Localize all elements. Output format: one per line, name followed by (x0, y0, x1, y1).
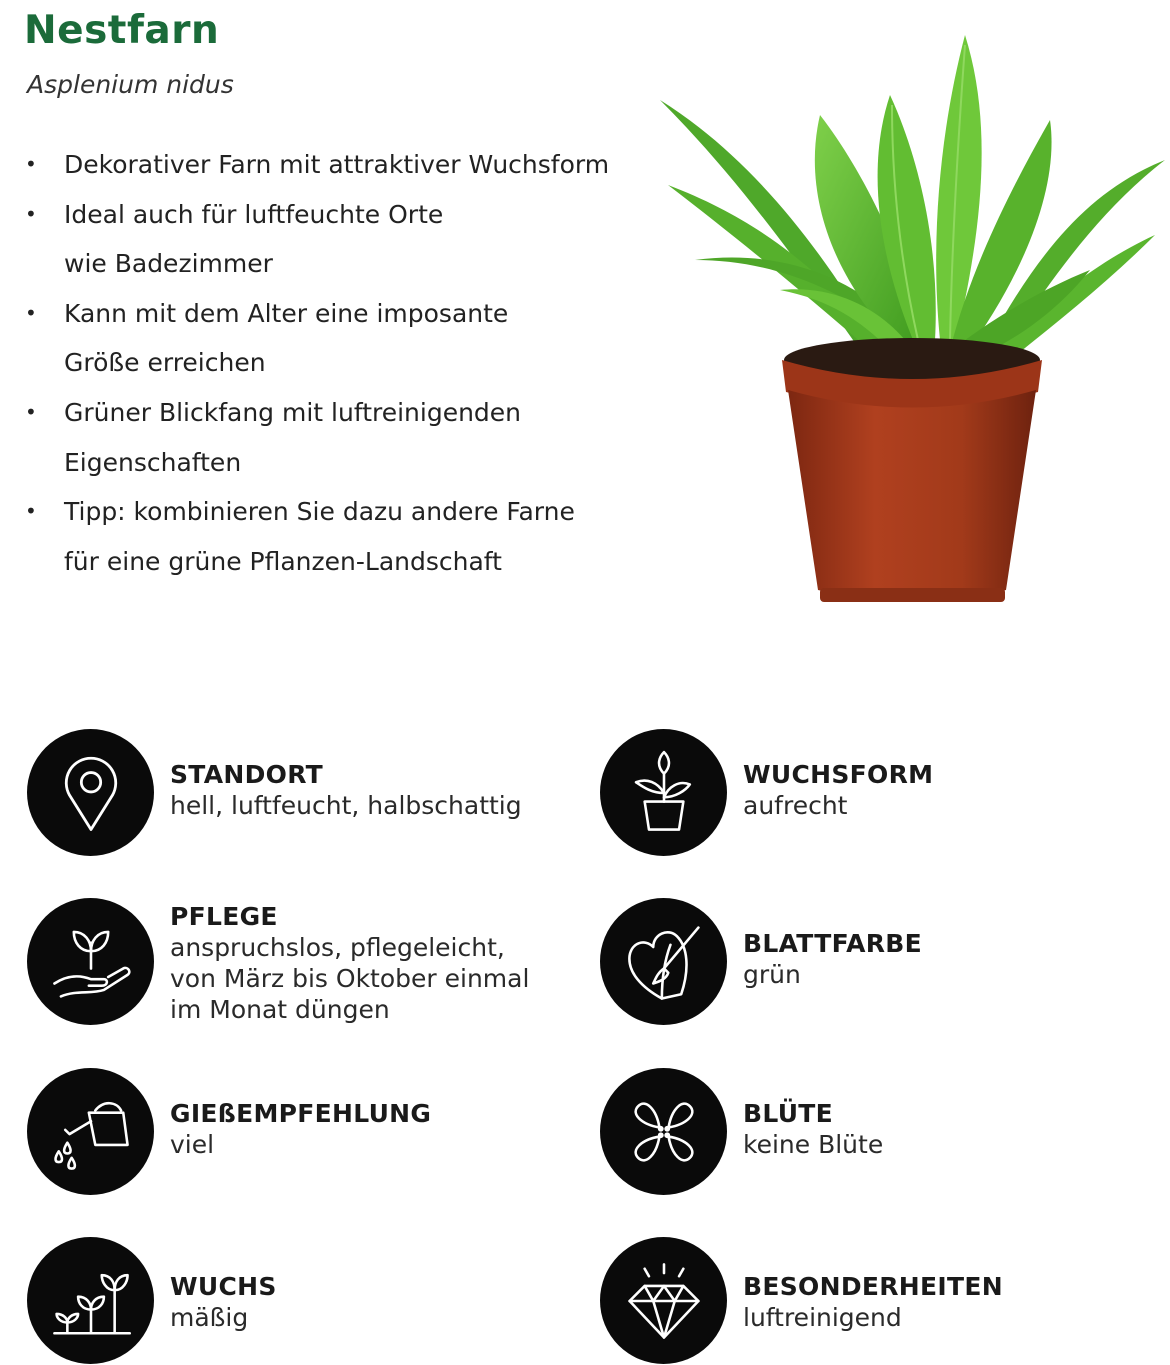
bullet-dot-icon: • (25, 201, 37, 226)
growth-sprouts-icon (27, 1237, 154, 1364)
attribute-label: STANDORT (170, 760, 323, 789)
feature-bullet-line: Dekorativer Farn mit attraktiver Wuchsform (64, 150, 610, 179)
feature-bullet-line: für eine grüne Pflanzen-Landschaft (64, 546, 502, 576)
diamond-icon (600, 1237, 727, 1364)
attribute-label: BESONDERHEITEN (743, 1272, 1003, 1301)
attribute-label: WUCHSFORM (743, 760, 934, 789)
feature-bullet (0, 140, 640, 190)
attribute-label: GIEßEMPFEHLUNG (170, 1099, 432, 1128)
feature-bullet-line: Größe erreichen (64, 348, 266, 378)
attribute-value: aufrecht (743, 791, 848, 820)
feature-bullet-line: Eigenschaften (64, 447, 242, 477)
flower-icon (600, 1068, 727, 1195)
attribute-value: anspruchslos, pflegeleicht, von März bis Oktober einmal im Monat düngen (170, 933, 530, 1024)
feature-bullet (0, 487, 640, 586)
product-name: Nestfarn (24, 8, 220, 53)
attribute-label: WUCHS (170, 1272, 277, 1301)
leaf-brush-icon (600, 898, 727, 1025)
attribute-value: viel (170, 1130, 215, 1159)
potted-plant-icon (600, 729, 727, 856)
feature-bullet (0, 388, 640, 487)
attribute-value: keine Blüte (743, 1130, 884, 1159)
attribute-label: BLATTFARBE (743, 929, 923, 958)
product-latin-name: Asplenium nidus (27, 70, 234, 99)
attribute-value: hell, luftfeucht, halbschattig (170, 791, 522, 820)
bullet-dot-icon: • (25, 499, 37, 524)
feature-bullet-line: Kann mit dem Alter eine imposante (64, 298, 509, 328)
attribute-value: mäßig (170, 1303, 249, 1332)
attribute-label: PFLEGE (170, 902, 278, 931)
feature-bullet-line: Tipp: kombinieren Sie dazu andere Farne (64, 497, 575, 527)
nest-fern-plant-image (650, 20, 1170, 630)
feature-list (0, 140, 640, 586)
hand-seedling-icon (27, 898, 154, 1025)
attribute-label: BLÜTE (743, 1099, 834, 1128)
bullet-dot-icon: • (25, 152, 37, 176)
feature-bullet-line: Grüner Blickfang mit luftreinigenden (64, 397, 522, 427)
location-pin-icon (27, 729, 154, 856)
feature-bullet (0, 190, 640, 289)
attribute-value: grün (743, 960, 801, 989)
bullet-dot-icon: • (25, 300, 37, 325)
watering-can-icon (27, 1068, 154, 1195)
feature-bullet-line: Ideal auch für luftfeuchte Orte (64, 199, 444, 229)
attribute-value: luftreinigend (743, 1303, 902, 1332)
feature-bullet-line: wie Badezimmer (64, 249, 273, 279)
feature-bullet (0, 289, 640, 388)
bullet-dot-icon: • (25, 399, 37, 424)
